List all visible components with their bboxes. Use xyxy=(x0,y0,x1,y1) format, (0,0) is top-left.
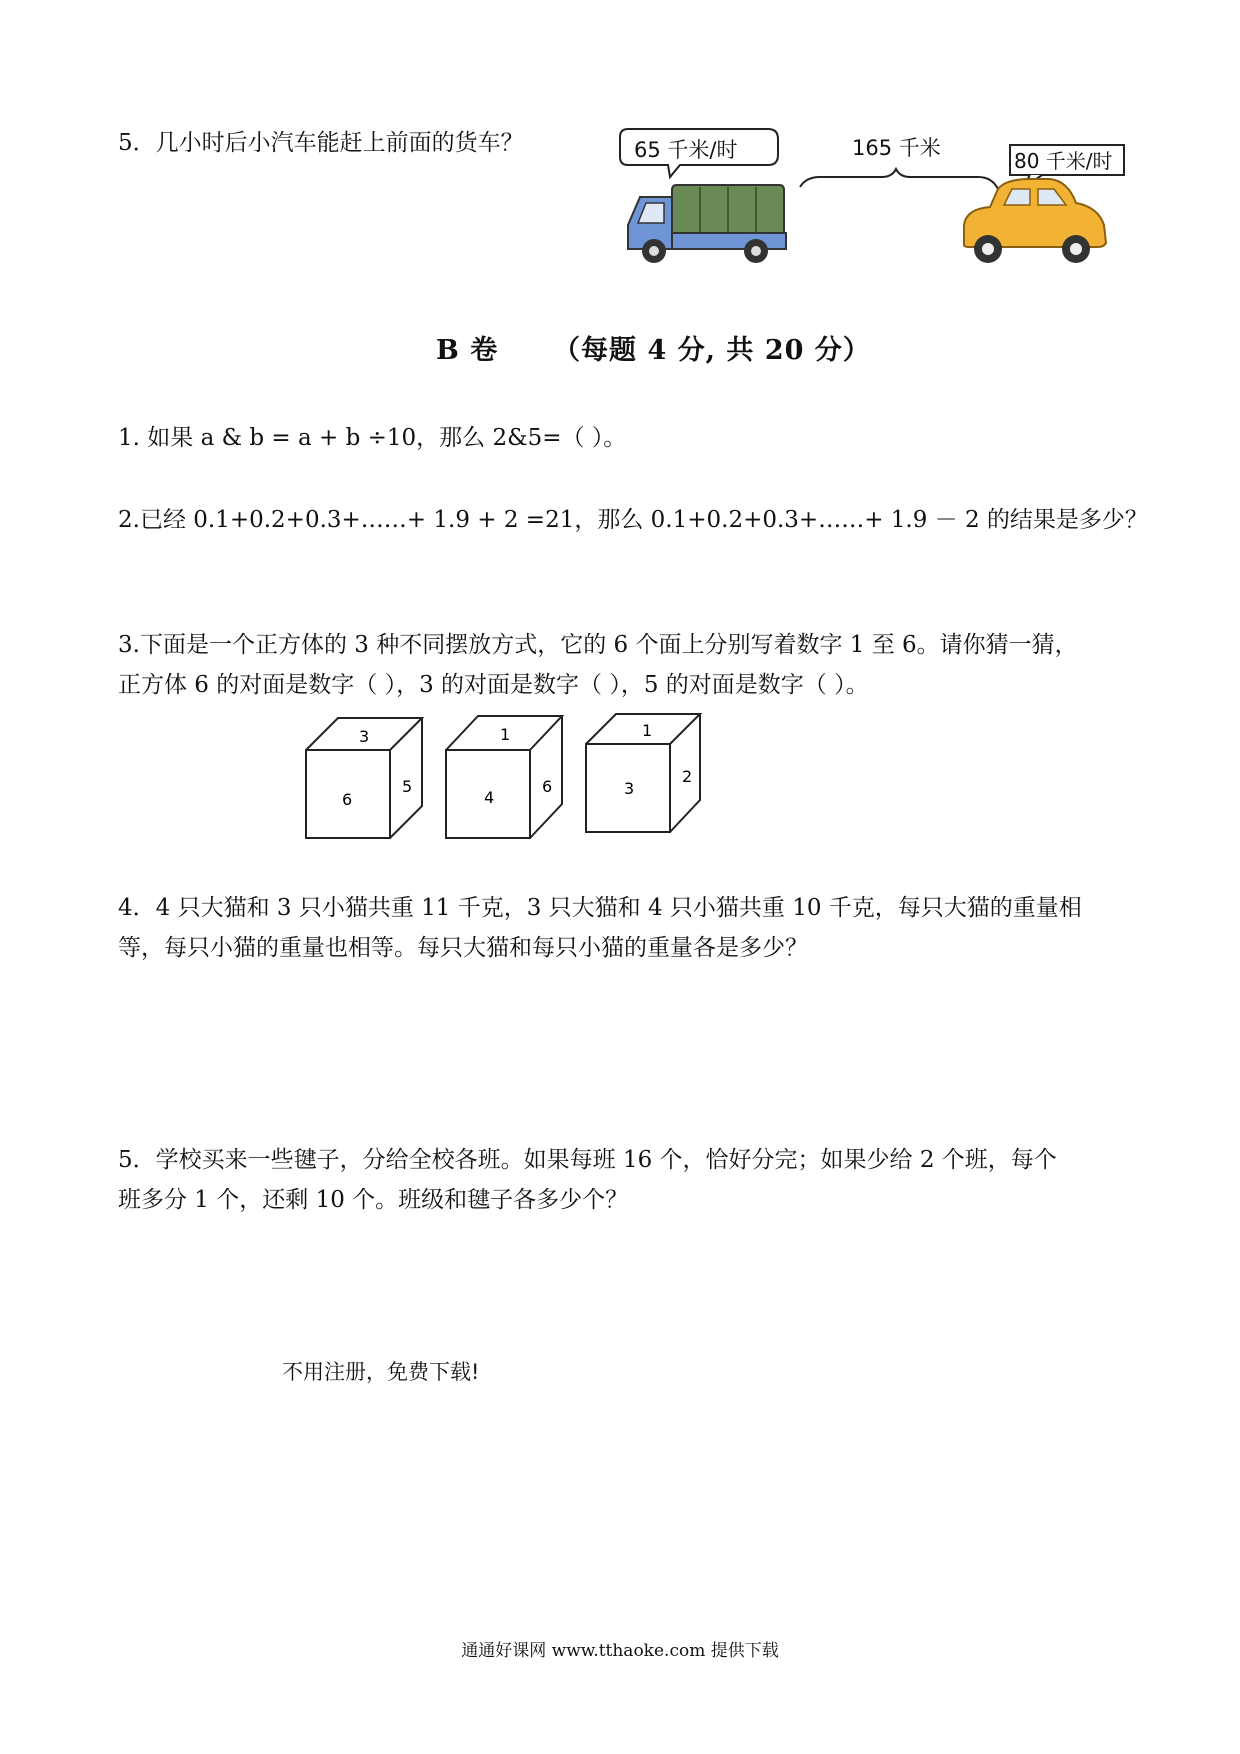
cube-3 xyxy=(586,714,700,832)
question-b4-line1: 4．4 只大猫和 3 只小猫共重 11 千克，3 只大猫和 4 只小猫共重 10 千克，每只大猫的重量相 xyxy=(118,895,1082,921)
cube-1 xyxy=(306,718,422,838)
question-b5-line2: 班多分 1 个，还剩 10 个。班级和毽子各多少个？ xyxy=(118,1187,629,1213)
cube-1-top: 3 xyxy=(359,727,370,746)
cube-2 xyxy=(446,716,562,838)
cube-diagrams xyxy=(300,712,720,847)
cube-2-side: 6 xyxy=(542,777,553,796)
part-b-score: （每题 4 分, 共 20 分） xyxy=(553,335,871,366)
truck-speed-label: 65 千米/时 xyxy=(634,138,738,162)
part-b-title xyxy=(436,328,871,367)
question-a5: 5．几小时后小汽车能赶上前面的货车？ xyxy=(118,130,524,156)
question-b3-line2: 正方体 6 的对面是数字（ ），3 的对面是数字（ ），5 的对面是数字（ ）。 xyxy=(118,672,869,698)
truck-icon xyxy=(628,185,786,263)
question-b5-line1: 5．学校买来一些毽子，分给全校各班。如果每班 16 个，恰好分完；如果少给 2 个班，每个 xyxy=(118,1147,1057,1173)
car-icon xyxy=(964,179,1106,263)
cube-3-top: 1 xyxy=(642,721,653,740)
question-b2: 2.已经 0.1+0.2+0.3+……+ 1.9 + 2 =21，那么 0.1+0.2+0.3+……+ 1.9 － 2 的结果是多少？ xyxy=(118,507,1148,533)
cube-1-side: 5 xyxy=(402,777,413,796)
truck-car-illustration xyxy=(610,125,1130,275)
question-b3-line1: 3.下面是一个正方体的 3 种不同摆放方式，它的 6 个面上分别写着数字 1 至 6。请你猜一猜， xyxy=(118,632,1078,658)
distance-label: 165 千米 xyxy=(852,136,941,160)
cube-2-front: 4 xyxy=(484,788,495,807)
question-b1: 1. 如果 a & b = a + b ÷10，那么 2&5=（ ）。 xyxy=(118,425,627,451)
truck-speed-bubble xyxy=(620,129,778,177)
distance-brace xyxy=(800,169,998,189)
download-note: 不用注册，免费下载! xyxy=(282,1360,480,1384)
cube-3-side: 2 xyxy=(682,767,693,786)
car-speed-label: 80 千米/时 xyxy=(1014,149,1113,173)
cube-2-top: 1 xyxy=(500,725,511,744)
cube-1-front: 6 xyxy=(342,790,353,809)
question-b4-line2: 等，每只小猫的重量也相等。每只大猫和每只小猫的重量各是多少？ xyxy=(118,935,808,961)
footer-site: 通通好课网 www.tthaoke.com 提供下载 xyxy=(461,1641,779,1661)
cube-3-front: 3 xyxy=(624,779,635,798)
part-b-label: B 卷 xyxy=(436,335,499,366)
